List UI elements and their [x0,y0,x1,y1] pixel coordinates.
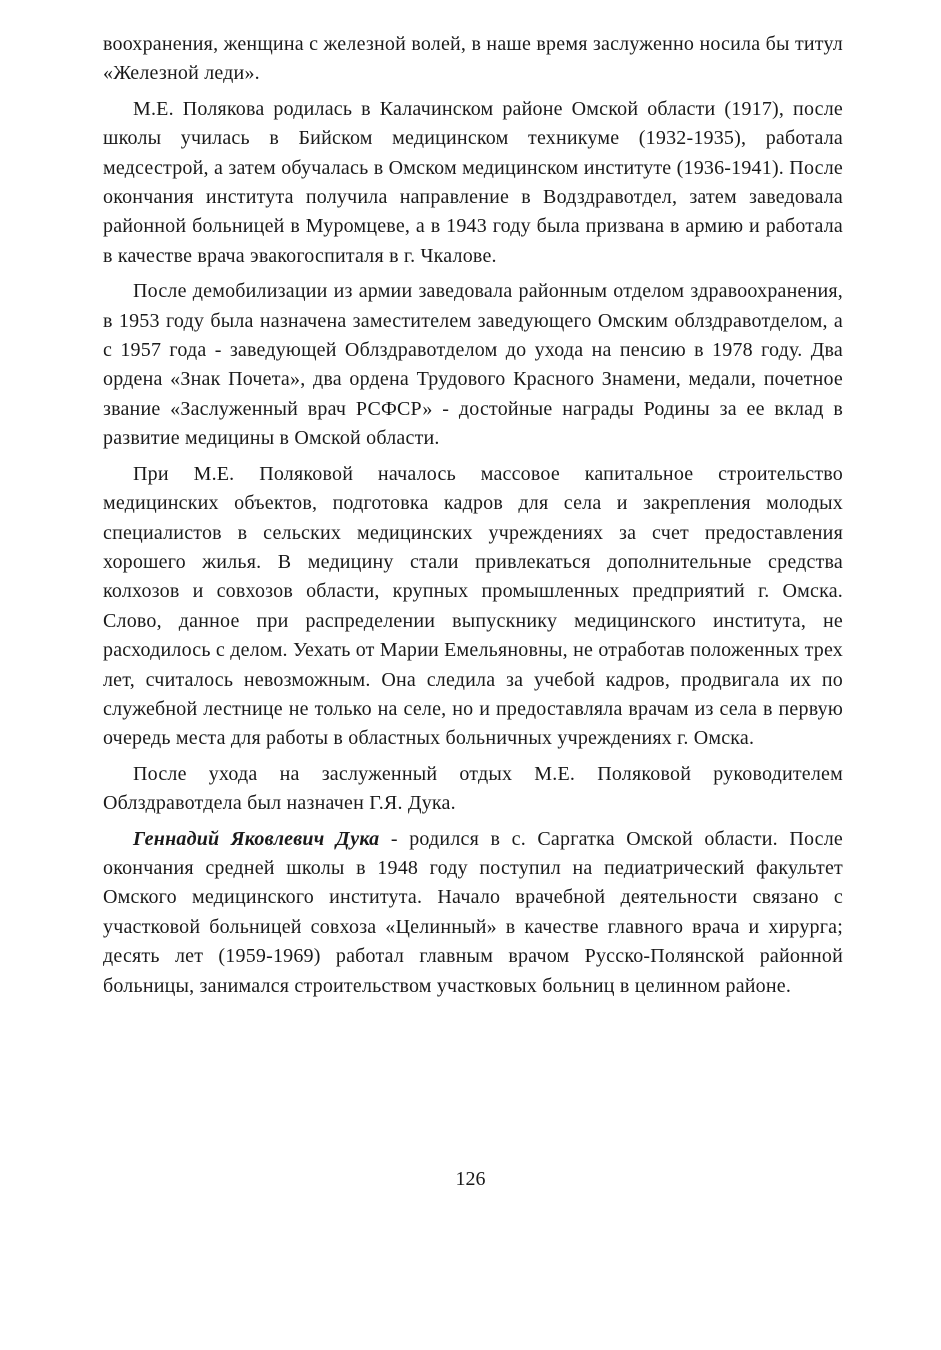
paragraph-6-text: - родился в с. Саргатка Омской области. После окончания средней школы в 1948 году поступил на педиатрический факультет Омского медицинского института. Начало врачебной деятельности связано с участковой больницей совхоза «Целинный» в качестве главного врача и хирурга; десять лет (1959-1969) работал главным врачом Русско-Полянской районной больницы, занимался строительством участковых больниц в целинном районе. [103,827,843,997]
page-number: 126 [455,1168,486,1190]
paragraph-6 [103,825,843,1001]
page-body [103,30,843,1007]
paragraph-5: После ухода на заслуженный отдых М.Е. Поляковой руководителем Облздравотдела был назначен Г.Я. Дука. [103,762,843,815]
paragraph-3: После демобилизации из армии заведовала районным отделом здравоохранения, в 1953 году была назначена заместителем заведующего Омским облздравотделом, а с 1957 года - заведующей Облздравотделом до ухода на пенсию в 1978 году. Два ордена «Знак Почета», два ордена Трудового Красного Знамени, медали, почетное звание «Заслуженный врач РСФСР» - достойные награды Родины за ее вклад в развитие медицины в Омской области. [103,280,843,450]
person-name: Геннадий Яковлевич Дука [133,827,380,850]
paragraph-2: М.Е. Полякова родилась в Калачинском районе Омской области (1917), после школы училась в Бийском медицинском техникуме (1932-1935), работала медсестрой, а затем обучалась в Омском медицинском институте (1936-1941). После окончания института получила направление в Водздравотдел, затем заведовала районной больницей в Муромцеве, а в 1943 году была призвана в армию и работала в качестве врача эвакогоспиталя в г. Чкалове. [103,97,843,267]
paragraph-4: При М.Е. Поляковой началось массовое капитальное строительство медицинских объектов, подготовка кадров для села и закрепления молодых специалистов в сельских медицинских учреждениях за счет предоставления хорошего жилья. В медицину стали привлекаться дополнительные средства колхозов и совхозов области, крупных промышленных предприятий г. Омска. Слово, данное при распределении выпускнику медицинского института, не расходилось с делом. Уехать от Марии Емельяновны, не отработав положенных трех лет, считалось невозможным. Она следила за учебой кадров, продвигала их по служебной лестнице не только на селе, но и предоставляла врачам из села в первую очередь места для работы в областных больничных учреждениях г. Омска. [103,462,843,750]
paragraph-1: воохранения, женщина с железной волей, в наше время заслуженно носила бы титул «Железной леди». [103,33,843,85]
